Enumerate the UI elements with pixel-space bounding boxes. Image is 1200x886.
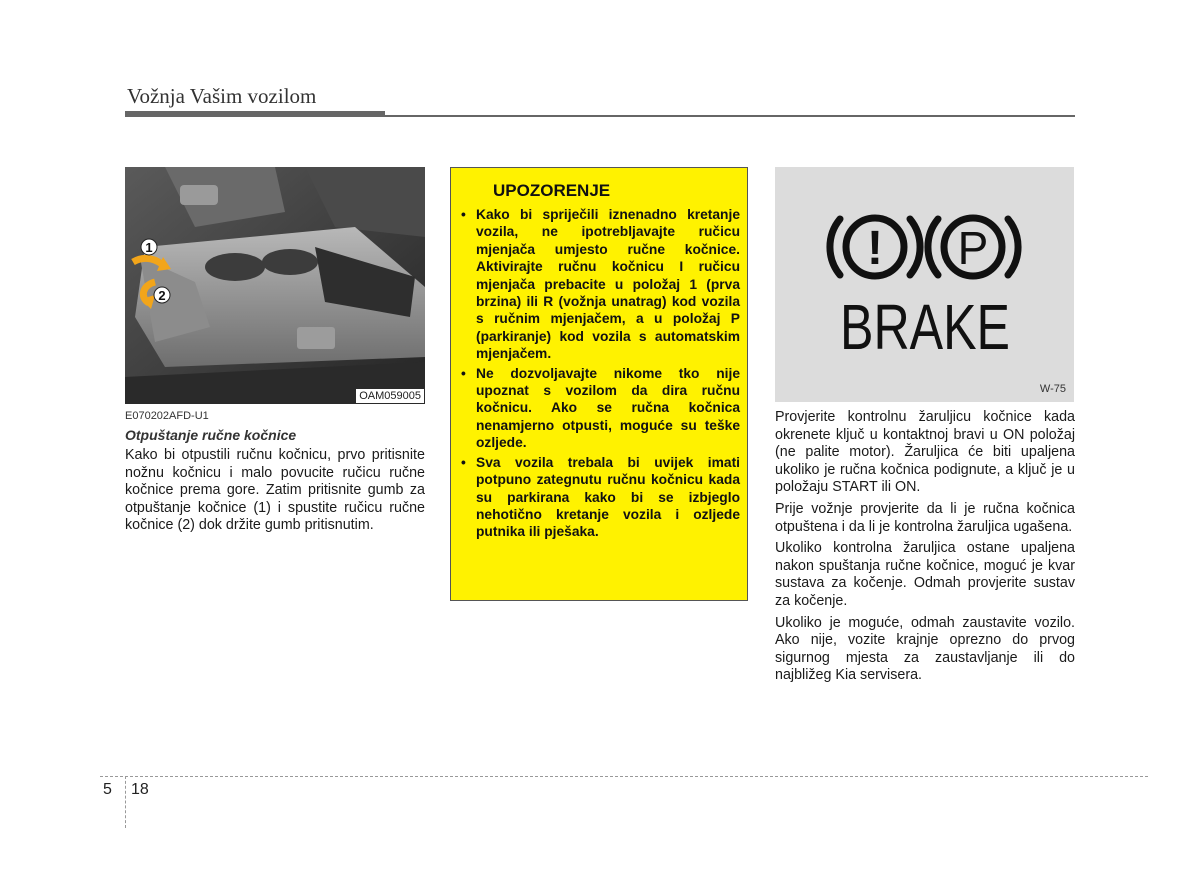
brake-p-symbol: P [957,222,989,274]
callout-1: 1 [145,240,153,255]
photo-caption: OAM059005 [356,389,424,403]
section-code: E070202AFD-U1 [125,410,209,422]
warning-box [450,167,748,601]
section-body-text: Kako bi otpustili ručnu kočnicu, prvo pritisnite nožnu kočnicu i malo povucite ručicu ručne kočnice prema gore. Zatim pritisnite gumb za otpuštanje kočnice (1) i spustite ručicu ručne kočnice (2) dok držite gumb pritisnutim. [125,447,425,534]
footer-divider [100,776,1148,777]
page-header-title: Vožnja Vašim vozilom [127,84,317,108]
warning-title: UPOZORENJE [493,181,611,200]
paragraph: Prije vožnje provjerite da li je ručna kočnica otpuštena i da li je kontrolna žaruljica ugašena. [775,500,1075,535]
bullet-icon: • [461,207,466,222]
warning-item [460,454,740,541]
header-rule-thin [385,115,1075,117]
handbrake-illustration [125,167,425,404]
page-number: 18 [131,781,149,798]
handbrake-photo [125,167,425,404]
warning-item [460,365,740,452]
warning-item-text: Sva vozila trebala bi uvijek imati potpuno zategnutu ručnu kočnicu kada su parkirana kako bi se izbjeglo nehotično kretanje vozila i ozljede putnika ili pješaka. [476,454,740,540]
brake-warning-figure [775,167,1074,402]
brake-exclaim-symbol: ! [867,222,883,275]
footer-vertical-divider [125,776,126,828]
section-body [125,447,425,539]
section-subtitle: Otpuštanje ručne kočnice [125,427,297,443]
bullet-icon: • [461,365,466,381]
right-column-body [775,409,1075,689]
page-section-number: 5 [103,781,112,798]
warning-item-text: Kako bi spriječili iznenadno kretanje vozila, ne ipotrebljavajte ručicu mjenjača umjesto ručne kočnice. Aktivirajte ručnu kočnicu I ručicu mjenjača prebacite u položaj 1 (prva brzina) ili R (vožnja unatrag) kod vozila s ručnim mjenjačem, a u položaj P (parkiranje) kod vozila s automatskim mjenjačem. [476,207,740,362]
figure-code: W-75 [1039,383,1066,395]
paragraph: Ukoliko kontrolna žaruljica ostane upaljena nakon spuštanja ručne kočnice, moguć je kvar sustava za kočenje. Odmah provjerite sustav za kočenje. [775,540,1075,609]
paragraph: Ukoliko je moguće, odmah zaustavite vozilo. Ako nije, vozite krajnje oprezno do prvog sigurnog mjesta za zaustavljanje ili do najbližeg Kia servisera. [775,614,1075,684]
warning-item-text: Ne dozvoljavajte nikome tko nije upoznat s vozilom da dira ručnu kočnicu. Ako se ručna kočnica nenamjerno otpusti, moguće su teške ozljede. [476,365,740,451]
header-rule-thick [125,111,385,117]
callout-2: 2 [158,288,166,303]
paragraph: Provjerite kontrolnu žaruljicu kočnice kada okrenete ključ u kontaktnoj bravi u ON položaj (ne palite motor). Žaruljica će biti upaljena ukoliko je ručna kočnica podignute, a ključ je u položaju START ili ON. [775,409,1075,496]
warning-item [460,206,740,363]
brake-word: BRAKE [840,291,1010,363]
bullet-icon: • [461,454,466,470]
warning-list [460,206,740,543]
brake-warning-icon [775,167,1074,367]
